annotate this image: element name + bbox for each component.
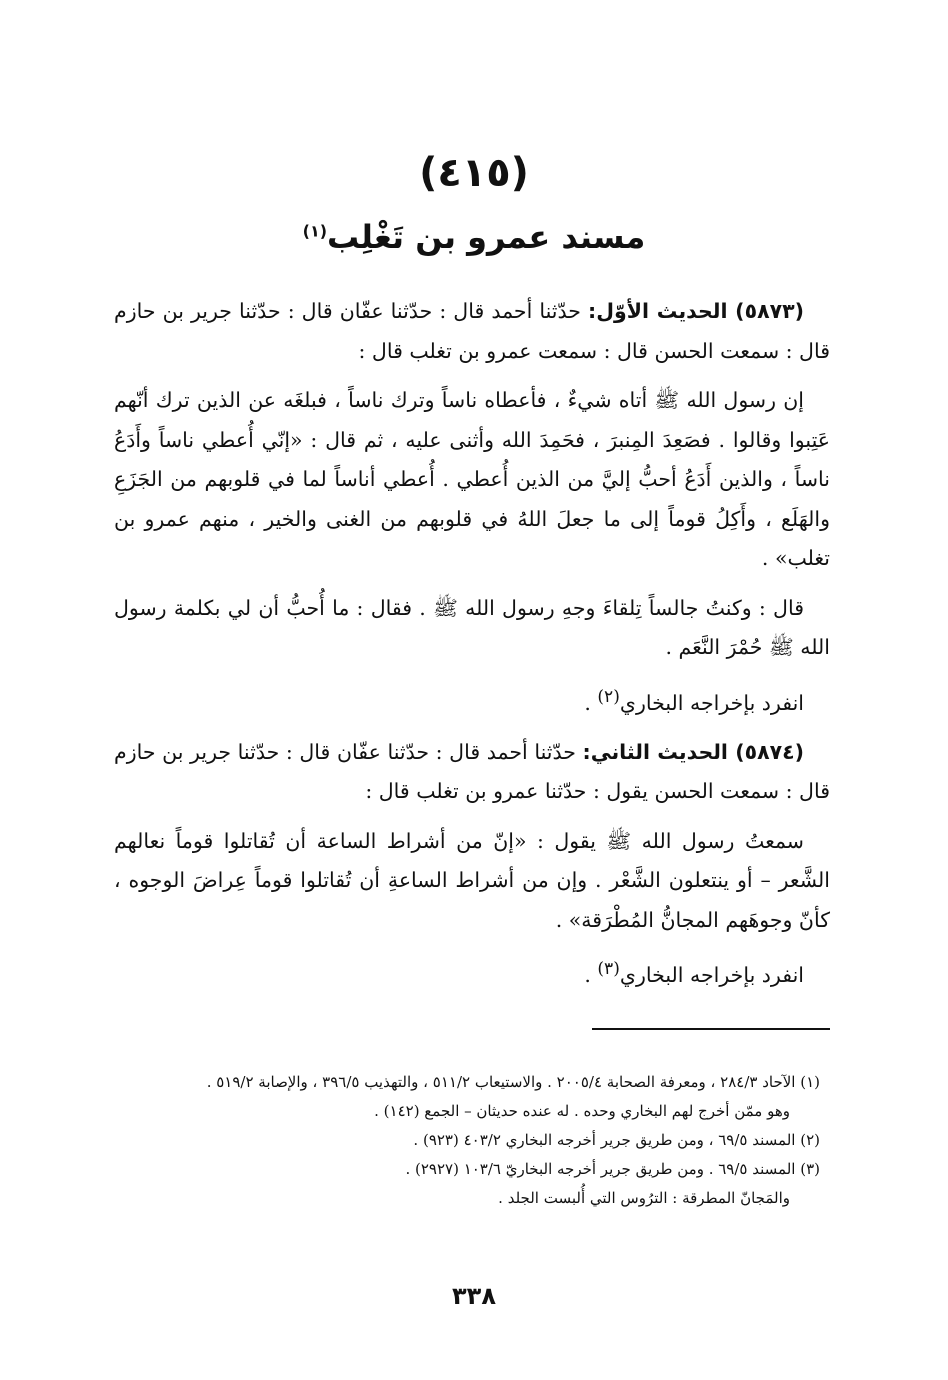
- hadith-2-isnad-text: حدّثنا أحمد قال : حدّثنا عفّان قال : حدّثنا جرير بن حازم قال : سمعت الحسن يقول : حدّثنا عمرو بن تغلب قال :: [114, 739, 830, 804]
- section-title-text: مسند عمرو بن تَغْلِب: [327, 218, 646, 256]
- hadith-1-label: (٥٨٧٣) الحديث الأوّل:: [588, 299, 804, 323]
- hadith-2-matn: سمعتُ رسول الله ﷺ يقول : «إنّ من أشراط الساعة أن تُقاتلوا قوماً نعالهم الشَّعر – أو ينتعلون الشَّعْر . وإن من أشراط الساعةِ أن تُقاتلوا قوماً عِراضَ الوجوه ، كأنّ وجوهَهم المجانُّ المُطْرَقة» .: [114, 828, 830, 932]
- footnote-ref-2: (٢): [597, 686, 620, 707]
- footnote-1: (١) الآحاد ٢٨٤/٣ ، ومعرفة الصحابة ٢٠٠٥/٤ . والاستيعاب ٥١١/٢ ، والتهذيب ٣٩٦/٥ ، والإصابة ٥١٩/٢ .: [206, 1073, 820, 1091]
- footnote-3: (٣) المسند ٦٩/٥ . ومن طريق جرير أخرجه البخاريّ ١٠٣/٦ (٢٩٢٧) .: [405, 1160, 820, 1178]
- hadith-2-label: (٥٨٧٤) الحديث الثاني:: [582, 739, 804, 764]
- footnote-2: (٢) المسند ٦٩/٥ ، ومن طريق جرير أخرجه البخاري ٤٠٣/٢ (٩٢٣) .: [413, 1131, 820, 1149]
- hadith-2-takhrij-text: انفرد بإخراجه البخاري: [619, 963, 804, 988]
- hadith-1-isnad-text: حدّثنا أحمد قال : حدّثنا عفّان قال : حدّثنا جرير بن حازم قال : سمعت الحسن قال : سمعت عمرو بن تغلب قال :: [114, 299, 830, 363]
- hadith-1-matn: إن رسول الله ﷺ أتاه شيءٌ ، فأعطاه ناساً وترك ناساً ، فبلغَه عن الذين ترك أنّهم عَتِبوا وقالوا . فصَعِدَ المِنبرَ ، فحَمِدَ الله وأثنى عليه ، ثم قال : «إنّي أُعطي ناساً وأَدَعُ ناساً ، والذين أَدَعُ أحبُّ إليَّ من الذين أُعطي . أُعطي أناساً لما في قلوبهم من الجَزَعِ والهَلَع ، وأَكِلُ قوماً إلى ما جعلَ اللهُ في قلوبهم من الغنى والخير ، منهم عمرو بن تغلب» .: [114, 388, 830, 570]
- hadith-2-takhrij: انفرد بإخراجه البخاري$^{(٣)}$ .: [584, 959, 804, 988]
- hadith-1-note: قال : وكنتُ جالساً تِلقاءَ وجهِ رسول الله ﷺ . فقال : ما أُحبُّ أن لي بكلمة رسول الله ﷺ حُمْرَ النَّعَم .: [114, 595, 830, 659]
- hadith-2-isnad: [114, 733, 830, 812]
- footnote-ref-1: (١): [302, 221, 328, 241]
- footnote-3-continued: والمَجانّ المطرقة : الترُوس التي أُلبست الجلد .: [498, 1189, 790, 1207]
- footnote-1-continued: وهو ممّن أخرج لهم البخاري وحده . له عنده حديثان – الجمع (١٤٢) .: [374, 1102, 790, 1120]
- section-title: [0, 218, 948, 256]
- hadith-1-isnad: [114, 292, 830, 371]
- hadith-1-takhrij: انفرد بإخراجه البخاري$^{(٢)}$ .: [584, 686, 804, 715]
- footnote-ref-3: (٣): [597, 959, 620, 980]
- section-number: (٤١٥): [419, 150, 529, 196]
- hadith-1-takhrij-text: انفرد بإخراجه البخاري: [619, 690, 804, 715]
- footnotes: [114, 1068, 830, 1213]
- page-number: ٣٣٨: [452, 1282, 496, 1310]
- main-text: [114, 292, 830, 1006]
- footnote-divider: [592, 1028, 830, 1030]
